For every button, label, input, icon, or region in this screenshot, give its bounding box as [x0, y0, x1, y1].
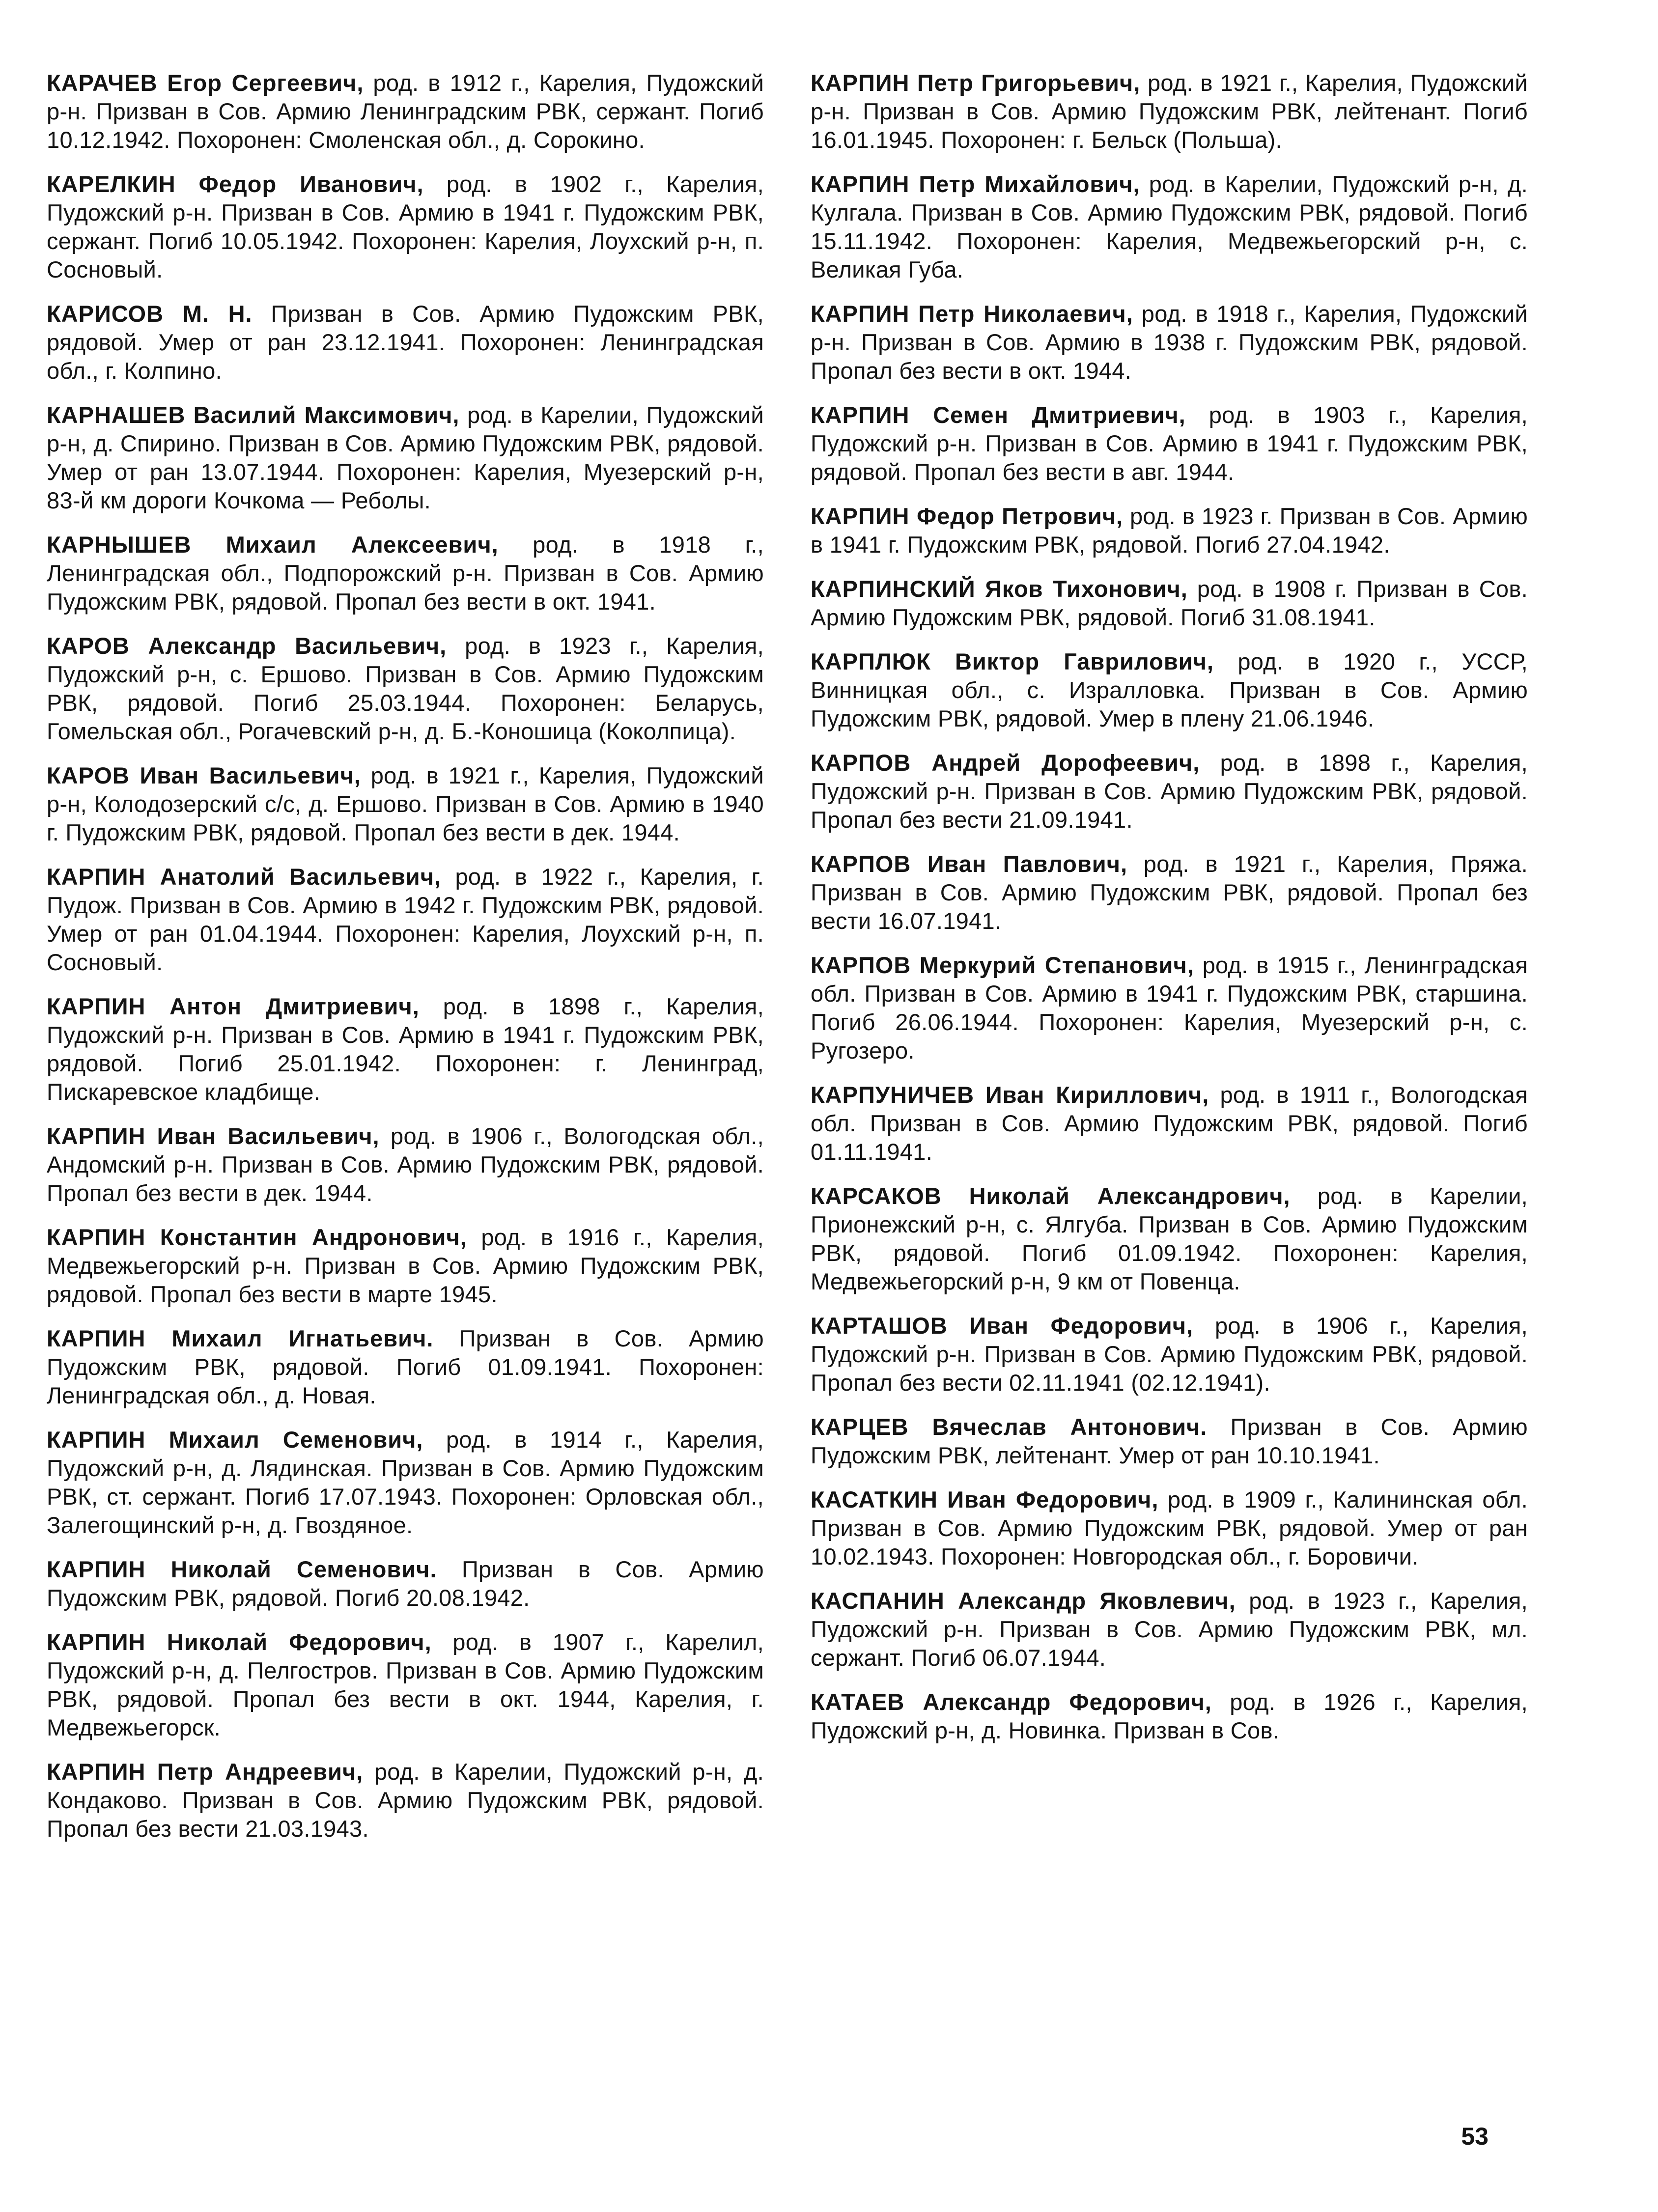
record-entry [811, 1081, 1528, 1166]
record-entry [47, 69, 764, 154]
record-entry [47, 300, 764, 385]
record-text: Призван в Сов. Армию Пудожским РВК, рядовой. Умер от ран 23.12.1941. Похоронен: Ленинградская обл., г. Колпино. [47, 301, 764, 384]
record-name: КАРПИН Федор Петрович, [811, 503, 1124, 529]
record-name: КАРСАКОВ Николай Александрович, [811, 1183, 1291, 1209]
record-name: КАРТАШОВ Иван Федорович, [811, 1313, 1194, 1339]
record-name: КАРПИН Михаил Игнатьевич. [47, 1325, 434, 1351]
record-entry [47, 401, 764, 515]
record-text: Призван в Сов. Армию Пудожским РВК, лейтенант. Умер от ран 10.10.1941. [811, 1414, 1528, 1468]
record-entry [811, 951, 1528, 1065]
record-name: КАРЕЛКИН Федор Иванович, [47, 171, 424, 197]
record-text: род. в 1926 г., Карелия, Пудожский р-н, д. Новинка. Призван в Сов. [811, 1689, 1528, 1743]
record-name: КАРПЛЮК Виктор Гаврилович, [811, 648, 1214, 674]
record-name: КАРПИН Николай Федорович, [47, 1629, 432, 1655]
record-name: КАРПИН Семен Дмитриевич, [811, 402, 1186, 428]
record-name: КАРОВ Александр Васильевич, [47, 633, 447, 659]
record-entry [47, 1628, 764, 1742]
record-entry [811, 1485, 1528, 1571]
record-entry [811, 575, 1528, 632]
record-text: род. в Карелии, Прионежский р-н, с. Ялгуба. Призван в Сов. Армию Пудожским РВК, рядовой. Погиб 01.09.1942. Похоронен: Карелия, Медвежьегорский р-н, 9 км от Повенца. [811, 1183, 1528, 1294]
record-name: КАРЦЕВ Вячеслав Антонович. [811, 1414, 1208, 1440]
record-name: КАСАТКИН Иван Федорович, [811, 1486, 1159, 1512]
record-entry [47, 1555, 764, 1612]
record-text: род. в 1912 г., Карелия, Пудожский р-н. Призван в Сов. Армию Ленинградским РВК, сержант. Погиб 10.12.1942. Похоронен: Смоленская обл., д. Сорокино. [47, 70, 764, 153]
record-text: род. в 1918 г., Карелия, Пудожский р-н. Призван в Сов. Армию в 1938 г. Пудожским РВК, рядовой. Пропал без вести в окт. 1944. [811, 301, 1528, 384]
record-text: род. в 1923 г., Карелия, Пудожский р-н. Призван в Сов. Армию Пудожским РВК, мл. сержант. Погиб 06.07.1944. [811, 1588, 1528, 1671]
record-text: род. в 1906 г., Карелия, Пудожский р-н. Призван в Сов. Армию Пудожским РВК, рядовой. Пропал без вести 02.11.1941 (02.12.1941). [811, 1313, 1528, 1396]
record-text: Призван в Сов. Армию Пудожским РВК, рядовой. Погиб 01.09.1941. Похоронен: Ленинградская обл., д. Новая. [47, 1325, 764, 1408]
page-number: 53 [1461, 2123, 1489, 2150]
record-text: род. в 1909 г., Калининская обл. Призван в Сов. Армию Пудожским РВК, рядовой. Умер от ран 10.02.1943. Похоронен: Новгородская обл., г. Боровичи. [811, 1486, 1528, 1569]
record-entry [811, 850, 1528, 935]
record-text: род. в Карелии, Пудожский р-н, д. Кондаково. Призван в Сов. Армию Пудожским РВК, рядовой. Пропал без вести 21.03.1943. [47, 1759, 764, 1842]
record-entry [47, 1758, 764, 1843]
record-text: род. в 1908 г. Призван в Сов. Армию Пудожским РВК, рядовой. Погиб 31.08.1941. [811, 576, 1528, 630]
record-entry [811, 401, 1528, 486]
record-name: КАРПИН Петр Григорьевич, [811, 70, 1141, 96]
record-name: КАРПИН Петр Андреевич, [47, 1759, 364, 1785]
record-text: род. в 1907 г., Карелил, Пудожский р-н, д. Пелгостров. Призван в Сов. Армию Пудожским РВК, рядовой. Пропал без вести в окт. 1944, Карелия, г. Медвежьегорск. [47, 1629, 764, 1740]
record-text: род. в Карелии, Пудожский р-н, д. Кулгала. Призван в Сов. Армию Пудожским РВК, рядовой. Погиб 15.11.1942. Похоронен: Карелия, Медвежьегорский р-н, с. Великая Губа. [811, 171, 1528, 282]
record-name: КАРПИН Константин Андронович, [47, 1224, 467, 1250]
record-text: род. в 1915 г., Ленинградская обл. Призван в Сов. Армию в 1941 г. Пудожским РВК, старшина. Погиб 26.06.1944. Похоронен: Карелия, Муезерский р-н, с. Ругозеро. [811, 952, 1528, 1064]
record-text: род. в 1914 г., Карелия, Пудожский р-н, д. Лядинская. Призван в Сов. Армию Пудожским РВК, ст. сержант. Погиб 17.07.1943. Похоронен: Орловская обл., Залегощинский р-н, д. Гвоздяное. [47, 1427, 764, 1538]
record-entry [811, 69, 1528, 154]
record-text: род. в 1918 г., Ленинградская обл., Подпорожский р-н. Призван в Сов. Армию Пудожским РВК, рядовой. Пропал без вести в окт. 1941. [47, 532, 764, 615]
right-column [811, 69, 1528, 1761]
record-text: род. в Карелии, Пудожский р-н, д. Спирино. Призван в Сов. Армию Пудожским РВК, рядовой. Умер от ран 13.07.1944. Похоронен: Карелия, Муезерский р-н, 83-й км дороги Кочкома — Реболы. [47, 402, 764, 513]
record-entry [811, 1587, 1528, 1672]
record-text: род. в 1898 г., Карелия, Пудожский р-н. Призван в Сов. Армию Пудожским РВК, рядовой. Пропал без вести 21.09.1941. [811, 750, 1528, 833]
record-entry [47, 1426, 764, 1540]
record-text: род. в 1898 г., Карелия, Пудожский р-н. Призван в Сов. Армию в 1941 г. Пудожским РВК, рядовой. Погиб 25.01.1942. Похоронен: г. Ленинград, Пискаревское кладбище. [47, 993, 764, 1105]
record-entry [47, 863, 764, 977]
record-text: род. в 1921 г., Карелия, Пудожский р-н. Призван в Сов. Армию Пудожским РВК, лейтенант. Погиб 16.01.1945. Похоронен: г. Бельск (Польша). [811, 70, 1528, 153]
record-entry [47, 1223, 764, 1309]
record-text: род. в 1922 г., Карелия, г. Пудож. Призван в Сов. Армию в 1942 г. Пудожским РВК, рядовой. Умер от ран 01.04.1944. Похоронен: Карелия, Лоухский р-н, п. Сосновый. [47, 864, 764, 975]
record-entry [811, 300, 1528, 385]
record-entry [811, 1413, 1528, 1470]
record-entry [47, 761, 764, 847]
record-entry [811, 1182, 1528, 1296]
record-text: род. в 1916 г., Карелия, Медвежьегорский р-н. Призван в Сов. Армию Пудожским РВК, рядовой. Пропал без вести в марте 1945. [47, 1224, 764, 1307]
record-entry [47, 170, 764, 284]
record-name: КАРНАШЕВ Василий Максимович, [47, 402, 460, 428]
record-name: КАРПОВ Меркурий Степанович, [811, 952, 1194, 978]
record-name: КАРПУНИЧЕВ Иван Кириллович, [811, 1082, 1209, 1108]
record-entry [811, 647, 1528, 733]
record-name: КАРПИН Иван Васильевич, [47, 1123, 380, 1149]
record-name: КАРПИН Анатолий Васильевич, [47, 864, 441, 890]
record-name: КАРОВ Иван Васильевич, [47, 762, 361, 788]
record-text: Призван в Сов. Армию Пудожским РВК, рядовой. Погиб 20.08.1942. [47, 1556, 764, 1611]
record-name: КАРПИН Петр Михайлович, [811, 171, 1140, 197]
record-name: КАРАЧЕВ Егор Сергеевич, [47, 70, 364, 96]
record-name: КАТАЕВ Александр Федорович, [811, 1689, 1212, 1715]
record-text: род. в 1923 г., Карелия, Пудожский р-н, с. Ершово. Призван в Сов. Армию Пудожским РВК, рядовой. Погиб 25.03.1944. Похоронен: Беларусь, Гомельская обл., Рогачевский р-н, д. Б.-Коношица (Коколпица). [47, 633, 764, 744]
record-entry [47, 1324, 764, 1410]
record-entry [47, 632, 764, 746]
record-name: КАРПИН Михаил Семенович, [47, 1427, 423, 1453]
record-text: род. в 1906 г., Вологодская обл., Андомский р-н. Призван в Сов. Армию Пудожским РВК, рядовой. Пропал без вести в дек. 1944. [47, 1123, 764, 1206]
record-text: род. в 1902 г., Карелия, Пудожский р-н. Призван в Сов. Армию в 1941 г. Пудожским РВК, сержант. Погиб 10.05.1942. Похоронен: Карелия, Лоухский р-н, п. Сосновый. [47, 171, 764, 282]
record-entry [811, 170, 1528, 284]
record-text: род. в 1903 г., Карелия, Пудожский р-н. Призван в Сов. Армию в 1941 г. Пудожским РВК, рядовой. Пропал без вести в авг. 1944. [811, 402, 1528, 485]
record-entry [811, 502, 1528, 559]
record-text: род. в 1911 г., Вологодская обл. Призван в Сов. Армию Пудожским РВК, рядовой. Погиб 01.11.1941. [811, 1082, 1528, 1165]
record-name: КАРНЫШЕВ Михаил Алексеевич, [47, 532, 499, 558]
record-name: КАРПОВ Андрей Дорофеевич, [811, 750, 1200, 776]
record-text: род. в 1920 г., УССР, Винницкая обл., с. Изралловка. Призван в Сов. Армию Пудожским РВК, рядовой. Умер в плену 21.06.1946. [811, 648, 1528, 731]
record-name: КАРПОВ Иван Павлович, [811, 851, 1128, 877]
record-text: род. в 1921 г., Карелия, Пряжа. Призван в Сов. Армию Пудожским РВК, рядовой. Пропал без вести 16.07.1941. [811, 851, 1528, 934]
record-name: КАРИСОВ М. Н. [47, 301, 253, 327]
record-entry [47, 531, 764, 616]
record-name: КАРПИН Петр Николаевич, [811, 301, 1133, 327]
record-entry [47, 992, 764, 1106]
record-entry [811, 1312, 1528, 1397]
record-text: род. в 1921 г., Карелия, Пудожский р-н, Колодозерский с/с, д. Ершово. Призван в Сов. Армию в 1940 г. Пудожским РВК, рядовой. Пропал без вести в дек. 1944. [47, 762, 764, 845]
record-name: КАСПАНИН Александр Яковлевич, [811, 1588, 1236, 1614]
record-entry [47, 1122, 764, 1207]
record-name: КАРПИНСКИЙ Яков Тихонович, [811, 576, 1188, 602]
record-text: род. в 1923 г. Призван в Сов. Армию в 1941 г. Пудожским РВК, рядовой. Погиб 27.04.1942. [811, 503, 1528, 558]
record-name: КАРПИН Антон Дмитриевич, [47, 993, 420, 1019]
record-name: КАРПИН Николай Семенович. [47, 1556, 437, 1582]
record-entry [811, 1688, 1528, 1745]
left-column [47, 69, 764, 1859]
record-entry [811, 749, 1528, 834]
